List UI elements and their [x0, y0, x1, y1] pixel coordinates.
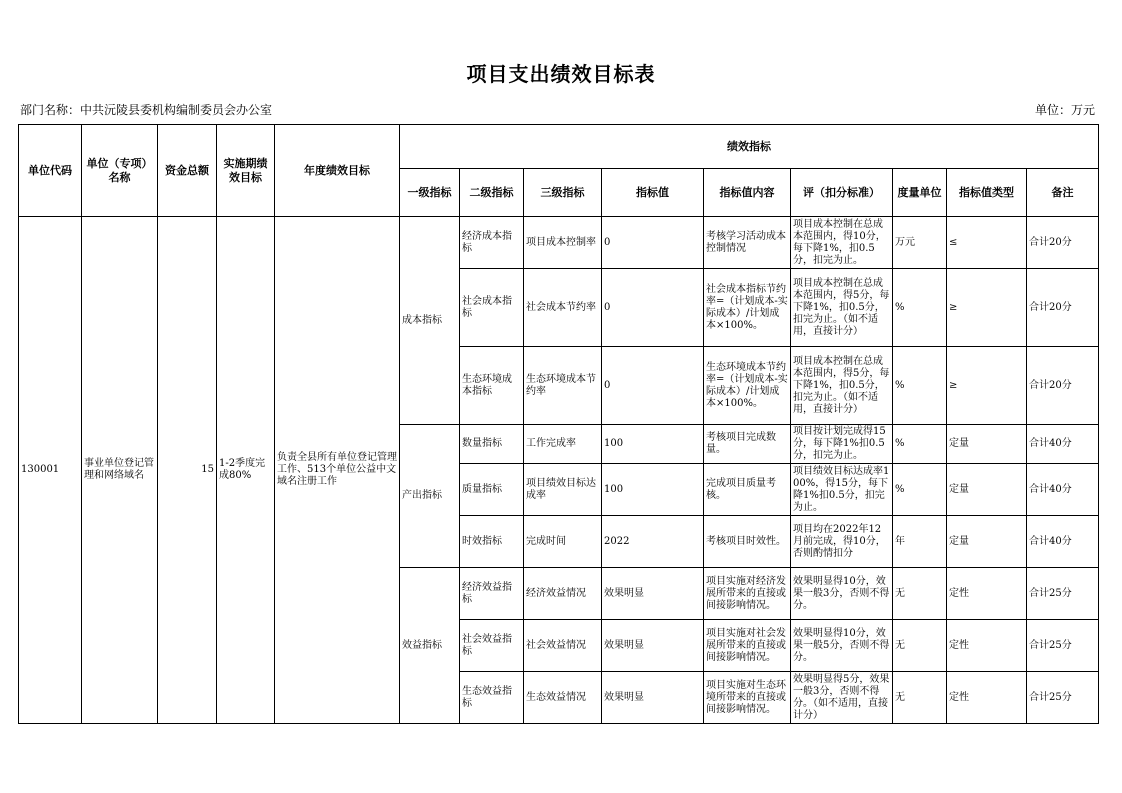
level3-cell: 项目成本控制率 [524, 217, 602, 269]
remarks-cell: 合计20分 [1027, 269, 1099, 347]
value-cell: 0 [602, 269, 704, 347]
level2-cell: 时效指标 [460, 516, 524, 568]
content-cell: 社会成本指标节约率=（计划成本-实际成本）/计划成本×100%。 [704, 269, 791, 347]
header-unit-name: 单位（专项）名称 [82, 125, 158, 217]
level3-cell: 项目绩效目标达成率 [524, 464, 602, 516]
header-measure-unit: 度量单位 [893, 169, 947, 217]
header-period-goal: 实施期绩效目标 [217, 125, 275, 217]
page-title: 项目支出绩效目标表 [466, 62, 656, 86]
level3-cell: 社会效益情况 [524, 620, 602, 672]
content-cell: 项目实施对经济发展所带来的直接或间接影响情况。 [704, 568, 791, 620]
content-cell: 完成项目质量考核。 [704, 464, 791, 516]
value-type-cell: 定量 [947, 425, 1027, 464]
scoring-cell: 项目按计划完成得15分，每下降1%扣0.5分，扣完为止。 [791, 425, 893, 464]
header-scoring: 评（扣分标准） [791, 169, 893, 217]
unit-label: 单位：万元 [1034, 103, 1095, 117]
remarks-cell: 合计25分 [1027, 568, 1099, 620]
annual-goal-cell: 负责全县所有单位登记管理工作、513个单位公益中文域名注册工作 [275, 217, 400, 724]
value-type-cell: 定量 [947, 464, 1027, 516]
level2-cell: 生态效益指标 [460, 672, 524, 724]
value-cell: 0 [602, 217, 704, 269]
header-content: 指标值内容 [704, 169, 791, 217]
remarks-cell: 合计20分 [1027, 217, 1099, 269]
value-cell: 2022 [602, 516, 704, 568]
table-row [19, 217, 1099, 269]
value-cell: 100 [602, 425, 704, 464]
level2-cell: 经济效益指标 [460, 568, 524, 620]
level2-cell: 质量指标 [460, 464, 524, 516]
measure-unit-cell: 无 [893, 620, 947, 672]
value-type-cell: 定性 [947, 568, 1027, 620]
header-remarks: 备注 [1027, 169, 1099, 217]
value-type-cell: ≥ [947, 269, 1027, 347]
level3-cell: 完成时间 [524, 516, 602, 568]
level2-cell: 生态环境成本指标 [460, 347, 524, 425]
remarks-cell: 合计25分 [1027, 620, 1099, 672]
level3-cell: 生态环境成本节约率 [524, 347, 602, 425]
scoring-cell: 项目绩效目标达成率100%，得15分，每下降1%扣0.5分，扣完为止。 [791, 464, 893, 516]
measure-unit-cell: % [893, 269, 947, 347]
measure-unit-cell: 年 [893, 516, 947, 568]
level3-cell: 经济效益情况 [524, 568, 602, 620]
unit-name-cell: 事业单位登记管理和网络域名 [82, 217, 158, 724]
level3-cell: 生态效益情况 [524, 672, 602, 724]
scoring-cell: 项目成本控制在总成本范围内，得5分，每下降1%，扣0.5分，扣完为止。（如不适用，直接计分） [791, 269, 893, 347]
scoring-cell: 项目成本控制在总成本范围内，得10分，每下降1%，扣0.5分，扣完为止。 [791, 217, 893, 269]
level2-cell: 社会成本指标 [460, 269, 524, 347]
remarks-cell: 合计40分 [1027, 516, 1099, 568]
performance-table [18, 124, 1099, 724]
value-cell: 0 [602, 347, 704, 425]
level2-cell: 社会效益指标 [460, 620, 524, 672]
value-type-cell: 定量 [947, 516, 1027, 568]
value-type-cell: ≥ [947, 347, 1027, 425]
header-unit-code: 单位代码 [19, 125, 82, 217]
measure-unit-cell: % [893, 347, 947, 425]
content-cell: 生态环境成本节约率=（计划成本-实际成本）/计划成本×100%。 [704, 347, 791, 425]
value-cell: 效果明显 [602, 672, 704, 724]
value-type-cell: ≤ [947, 217, 1027, 269]
level1-cell: 产出指标 [400, 425, 460, 568]
header-value: 指标值 [602, 169, 704, 217]
content-cell: 考核项目时效性。 [704, 516, 791, 568]
value-cell: 100 [602, 464, 704, 516]
total-funds-cell: 15 [158, 217, 217, 724]
level2-cell: 数量指标 [460, 425, 524, 464]
scoring-cell: 项目均在2022年12月前完成，得10分，否则酌情扣分 [791, 516, 893, 568]
value-type-cell: 定性 [947, 672, 1027, 724]
scoring-cell: 效果明显得10分，效果一般5分，否则不得分。 [791, 620, 893, 672]
value-type-cell: 定性 [947, 620, 1027, 672]
level1-cell: 成本指标 [400, 217, 460, 425]
value-cell: 效果明显 [602, 620, 704, 672]
header-total-funds: 资金总额 [158, 125, 217, 217]
header-level2: 二级指标 [460, 169, 524, 217]
value-cell: 效果明显 [602, 568, 704, 620]
scoring-cell: 效果明显得10分，效果一般3分，否则不得分。 [791, 568, 893, 620]
remarks-cell: 合计20分 [1027, 347, 1099, 425]
header-level1: 一级指标 [400, 169, 460, 217]
measure-unit-cell: % [893, 425, 947, 464]
content-cell: 项目实施对社会发展所带来的直接或间接影响情况。 [704, 620, 791, 672]
scoring-cell: 项目成本控制在总成本范围内，得5分，每下降1%，扣0.5分，扣完为止。（如不适用，直接计分） [791, 347, 893, 425]
content-cell: 考核学习活动成本控制情况 [704, 217, 791, 269]
content-cell: 考核项目完成数量。 [704, 425, 791, 464]
measure-unit-cell: 无 [893, 672, 947, 724]
level1-cell: 效益指标 [400, 568, 460, 724]
level3-cell: 社会成本节约率 [524, 269, 602, 347]
remarks-cell: 合计40分 [1027, 464, 1099, 516]
measure-unit-cell: 无 [893, 568, 947, 620]
remarks-cell: 合计25分 [1027, 672, 1099, 724]
level3-cell: 工作完成率 [524, 425, 602, 464]
table-body [19, 217, 1099, 724]
header-value-type: 指标值类型 [947, 169, 1027, 217]
unit-code-cell: 130001 [19, 217, 82, 724]
measure-unit-cell: % [893, 464, 947, 516]
header-level3: 三级指标 [524, 169, 602, 217]
content-cell: 项目实施对生态环境所带来的直接或间接影响情况。 [704, 672, 791, 724]
period-goal-cell: 1-2季度完成80% [217, 217, 275, 724]
measure-unit-cell: 万元 [893, 217, 947, 269]
remarks-cell: 合计40分 [1027, 425, 1099, 464]
scoring-cell: 效果明显得5分，效果一般3分，否则不得分。（如不适用，直接计分） [791, 672, 893, 724]
department-label: 部门名称：中共沅陵县委机构编制委员会办公室 [20, 103, 273, 117]
header-performance-indicators: 绩效指标 [400, 125, 1099, 169]
level2-cell: 经济成本指标 [460, 217, 524, 269]
header-annual-goal: 年度绩效目标 [275, 125, 400, 217]
